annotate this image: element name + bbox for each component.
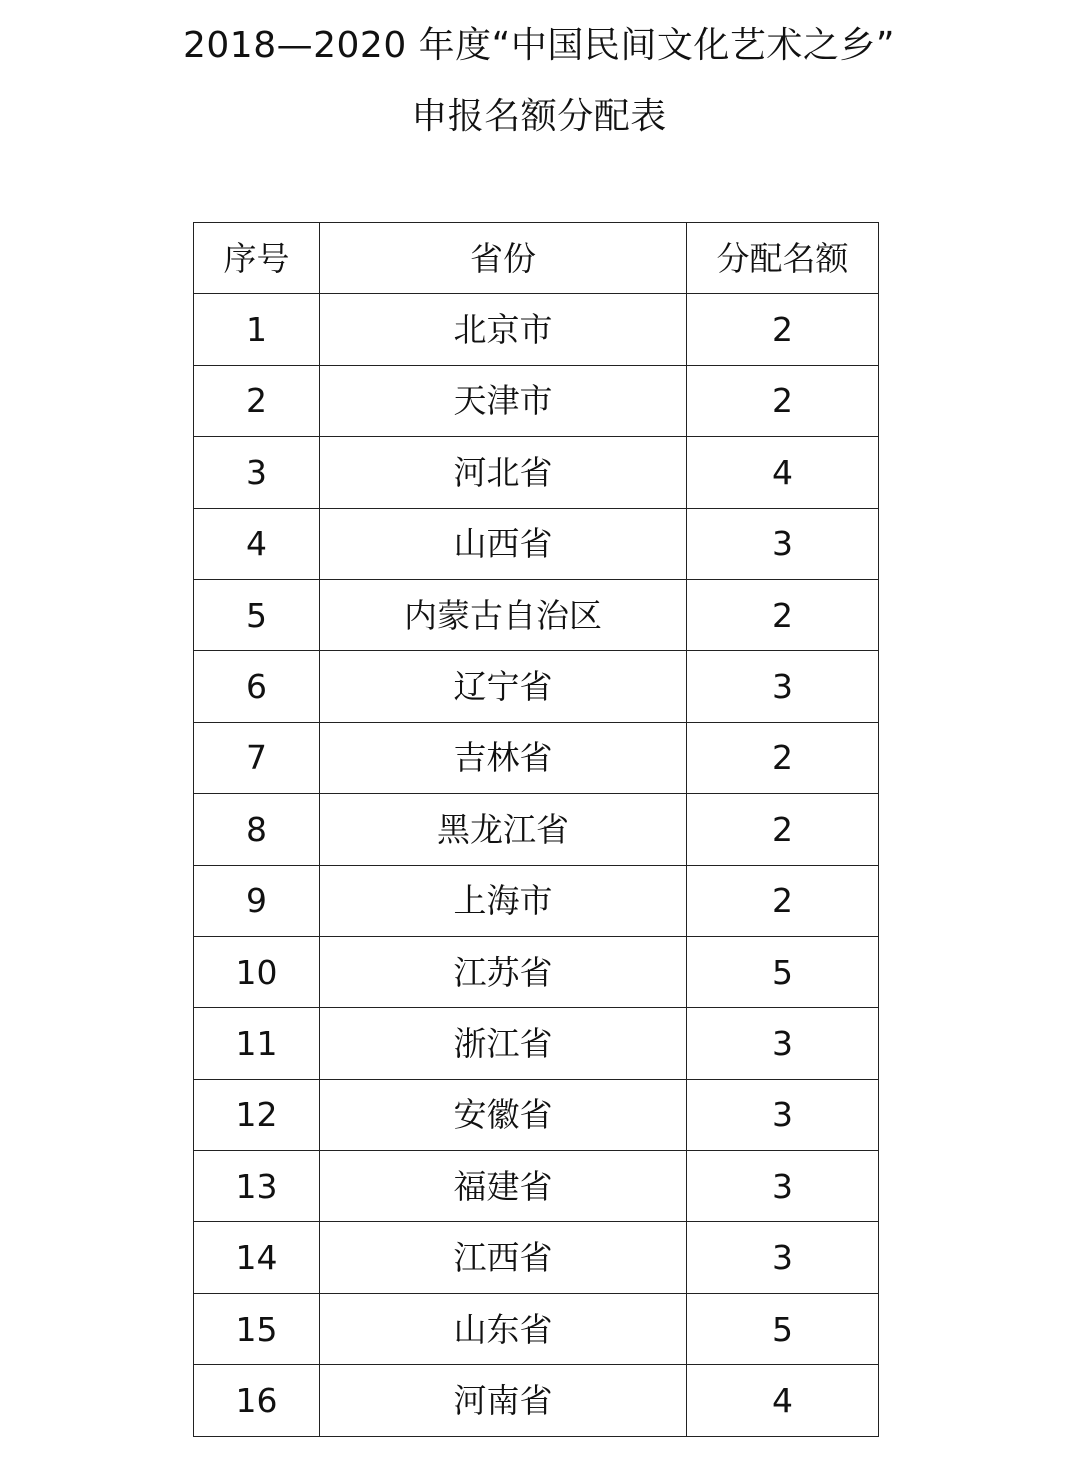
table-row: [194, 1293, 879, 1364]
cell-number: 13: [194, 1151, 320, 1222]
cell-quota: 2: [687, 794, 879, 865]
quota-table: [193, 222, 879, 1437]
table-row: [194, 365, 879, 436]
cell-number: 9: [194, 865, 320, 936]
cell-quota: 3: [687, 1079, 879, 1150]
cell-number: 11: [194, 1008, 320, 1079]
cell-quota: 2: [687, 722, 879, 793]
header-quota: 分配名额: [687, 223, 879, 294]
cell-province: 安徽省: [320, 1079, 687, 1150]
cell-number: 2: [194, 365, 320, 436]
cell-province: 山西省: [320, 508, 687, 579]
cell-number: 8: [194, 794, 320, 865]
table-row: [194, 579, 879, 650]
document-title-line2: 申报名额分配表: [411, 96, 667, 137]
table-row: [194, 651, 879, 722]
cell-quota: 5: [687, 1293, 879, 1364]
table-row: [194, 294, 879, 365]
cell-quota: 2: [687, 579, 879, 650]
table-row: [194, 865, 879, 936]
table-row: [194, 722, 879, 793]
cell-number: 5: [194, 579, 320, 650]
cell-quota: 5: [687, 936, 879, 1007]
cell-quota: 3: [687, 1151, 879, 1222]
header-province: 省份: [320, 223, 687, 294]
table-row: [194, 794, 879, 865]
cell-province: 黑龙江省: [320, 794, 687, 865]
header-number: 序号: [194, 223, 320, 294]
document-title-line1: 2018—2020 年度“中国民间文化艺术之乡”: [183, 25, 895, 66]
cell-number: 7: [194, 722, 320, 793]
cell-province: 内蒙古自治区: [320, 579, 687, 650]
cell-number: 15: [194, 1293, 320, 1364]
table-row: [194, 936, 879, 1007]
cell-province: 山东省: [320, 1293, 687, 1364]
cell-province: 福建省: [320, 1151, 687, 1222]
cell-quota: 4: [687, 1365, 879, 1436]
cell-quota: 2: [687, 865, 879, 936]
cell-province: 天津市: [320, 365, 687, 436]
cell-province: 河北省: [320, 437, 687, 508]
table-row: [194, 1079, 879, 1150]
cell-quota: 2: [687, 294, 879, 365]
cell-quota: 3: [687, 508, 879, 579]
cell-number: 3: [194, 437, 320, 508]
cell-province: 河南省: [320, 1365, 687, 1436]
table-row: [194, 1008, 879, 1079]
table-header-row: [194, 223, 879, 294]
cell-province: 上海市: [320, 865, 687, 936]
cell-number: 16: [194, 1365, 320, 1436]
cell-quota: 3: [687, 1222, 879, 1293]
cell-quota: 4: [687, 437, 879, 508]
cell-quota: 2: [687, 365, 879, 436]
table-row: [194, 508, 879, 579]
cell-province: 江苏省: [320, 936, 687, 1007]
cell-number: 14: [194, 1222, 320, 1293]
table-body: [194, 294, 879, 1436]
cell-province: 辽宁省: [320, 651, 687, 722]
cell-province: 江西省: [320, 1222, 687, 1293]
table-row: [194, 1222, 879, 1293]
cell-quota: 3: [687, 651, 879, 722]
cell-province: 吉林省: [320, 722, 687, 793]
table-row: [194, 1151, 879, 1222]
cell-number: 6: [194, 651, 320, 722]
cell-number: 12: [194, 1079, 320, 1150]
table-row: [194, 1365, 879, 1436]
cell-province: 浙江省: [320, 1008, 687, 1079]
cell-number: 10: [194, 936, 320, 1007]
cell-quota: 3: [687, 1008, 879, 1079]
cell-number: 4: [194, 508, 320, 579]
cell-province: 北京市: [320, 294, 687, 365]
cell-number: 1: [194, 294, 320, 365]
table-row: [194, 437, 879, 508]
